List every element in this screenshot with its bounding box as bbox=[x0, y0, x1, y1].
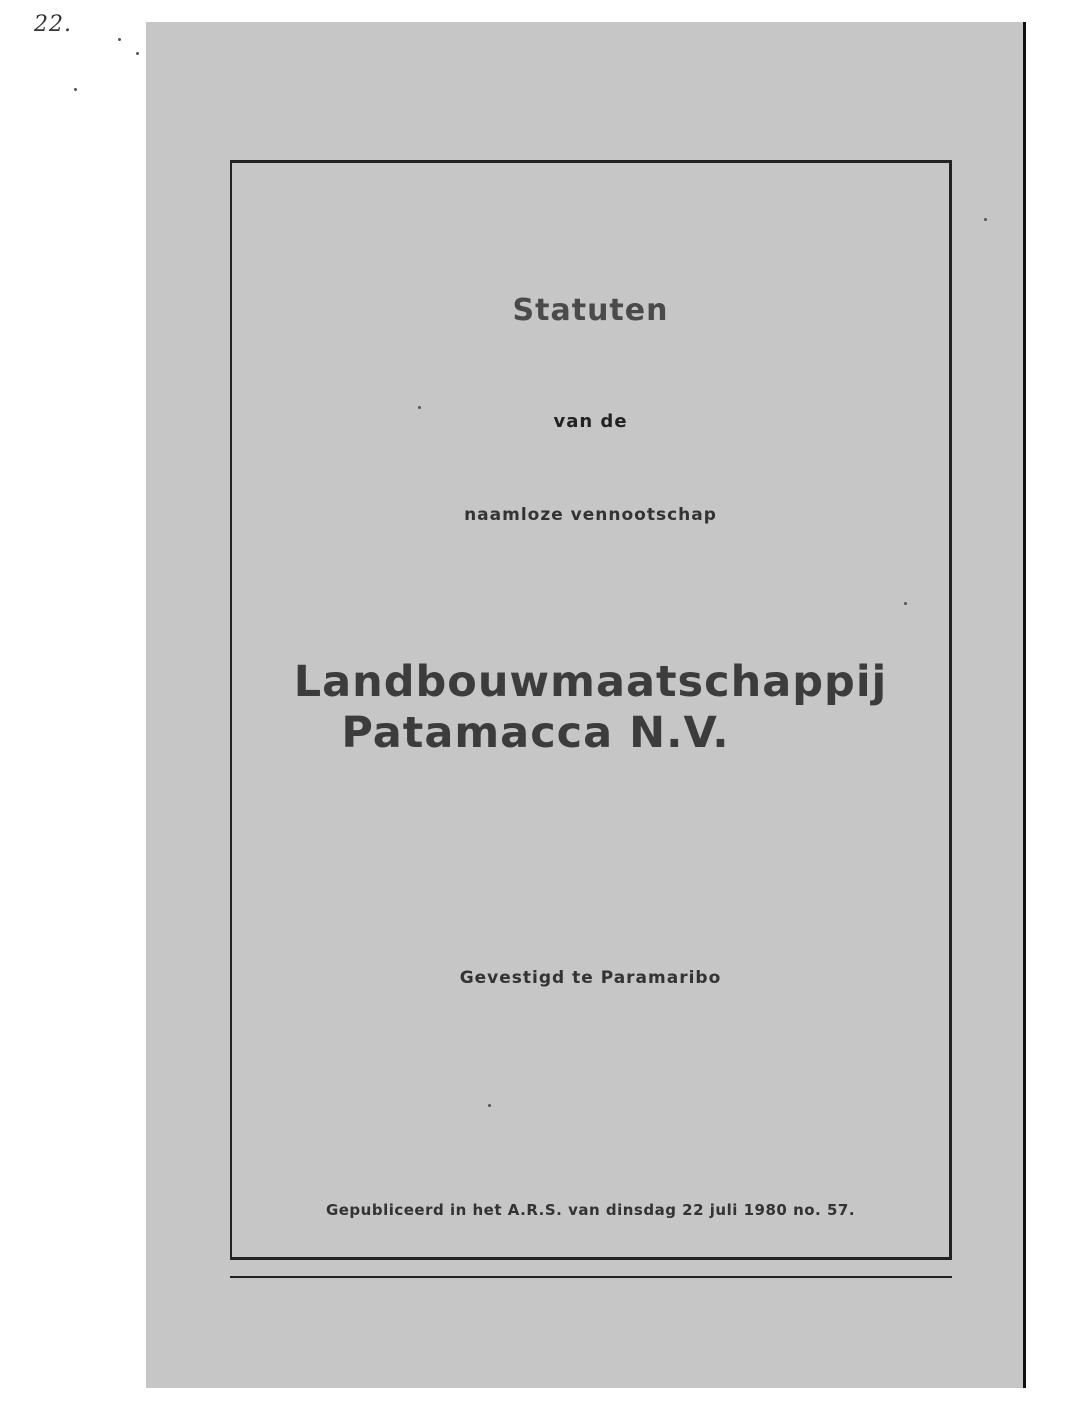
stray-mark bbox=[118, 38, 121, 41]
stray-mark bbox=[136, 52, 139, 55]
handwritten-page-number: 22. bbox=[34, 12, 72, 37]
cover-sheet bbox=[146, 22, 1026, 1388]
frame-bottom-rule bbox=[230, 1276, 952, 1278]
document-title: Statuten bbox=[512, 293, 669, 328]
stray-mark bbox=[418, 406, 421, 409]
stray-mark bbox=[904, 602, 907, 605]
stray-mark bbox=[984, 218, 987, 221]
stray-mark bbox=[488, 1104, 491, 1107]
subtitle-company-type: naamloze vennootschap bbox=[464, 505, 717, 525]
company-seat: Gevestigd te Paramaribo bbox=[459, 968, 722, 988]
cover-frame bbox=[230, 160, 952, 1260]
publication-note: Gepubliceerd in het A.R.S. van dinsdag 22 juli 1980 no. 57. bbox=[325, 1201, 856, 1219]
stray-mark bbox=[74, 88, 77, 91]
company-name-line2: Patamacca N.V. bbox=[341, 708, 730, 758]
subtitle-van-de: van de bbox=[553, 411, 628, 432]
company-name-line1: Landbouwmaatschappij bbox=[293, 657, 888, 707]
